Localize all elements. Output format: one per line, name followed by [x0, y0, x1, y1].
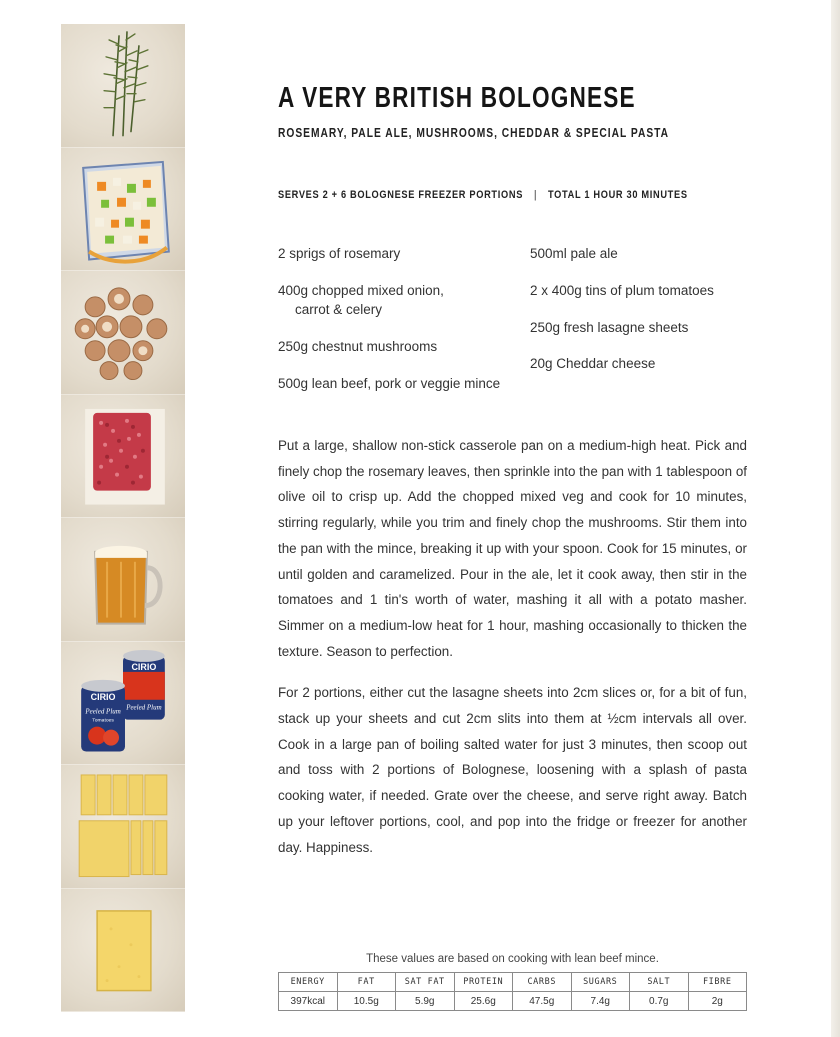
- recipe-title: A VERY BRITISH BOLOGNESE: [278, 82, 636, 114]
- serves-info: SERVES 2 + 6 BOLOGNESE FREEZER PORTIONS: [278, 189, 524, 201]
- tin-label-front: Peeled Plum: [85, 707, 121, 716]
- pale-ale-photo: [61, 518, 185, 642]
- nutrition-header: FAT: [337, 973, 396, 992]
- beer-mug-icon: [61, 518, 185, 641]
- ingredient-item: [530, 318, 688, 337]
- tin-label-back: Peeled Plum: [126, 703, 162, 712]
- mince-icon: [61, 395, 185, 518]
- recipe-subtitle: ROSEMARY, PALE ALE, MUSHROOMS, CHEDDAR & SPECIAL PASTA: [278, 126, 670, 140]
- nutrition-header: FIBRE: [688, 973, 747, 992]
- chopped-veg-bag-icon: [61, 148, 185, 271]
- tin-label-sub: Tomatoes: [92, 718, 114, 724]
- nutrition-header: CARBS: [513, 973, 572, 992]
- rosemary-icon: [61, 24, 185, 147]
- tomato-tins-icon: [61, 642, 185, 765]
- tin-brand-back: CIRIO: [131, 661, 157, 672]
- ingredient-item: [278, 281, 444, 319]
- ingredient-photo-strip: [61, 24, 185, 1012]
- ingredient-text-continued: carrot & celery: [295, 302, 383, 317]
- nutrition-header: SAT FAT: [396, 973, 455, 992]
- ingredient-text: 250g chestnut mushrooms: [278, 339, 438, 354]
- mince-photo: [61, 395, 185, 519]
- ingredient-text: 250g fresh lasagne sheets: [530, 320, 689, 335]
- cheddar-icon: [61, 889, 185, 1012]
- ingredient-item: [278, 244, 400, 263]
- recipe-meta: [278, 189, 688, 201]
- nutrition-header: SALT: [630, 973, 689, 992]
- nutrition-header-row: [279, 973, 747, 992]
- nutrition-header: PROTEIN: [454, 973, 513, 992]
- nutrition-value: 5.9g: [396, 992, 455, 1011]
- cheddar-photo: [61, 889, 185, 1013]
- ingredient-item: [530, 244, 618, 263]
- method-paragraph: Put a large, shallow non-stick casserole pan on a medium-high heat. Pick and finely chop the rosemary leaves, then sprinkle into the pan with 1 tablespoon of olive oil to crisp up. Add the chopped mixed veg and cook for 10 minutes, stirring regularly, while you trim and finely chop the mushrooms. Stir them into the pan with the mince, breaking it up with your spoon. Cook for 15 minutes, or until golden and caramelized. Pour in the ale, let it cook away, then stir in the tomatoes and 1 tin's worth of water, mashing it all with a potato masher. Simmer on a medium-low heat for 1 hour, mashing occasionally to thicken the texture. Season to perfection.: [278, 438, 747, 659]
- mushrooms-icon: [61, 271, 185, 394]
- rosemary-photo: [61, 24, 185, 148]
- ingredient-text: 2 sprigs of rosemary: [278, 246, 401, 261]
- meta-separator: |: [533, 189, 538, 201]
- chopped-veg-photo: [61, 148, 185, 272]
- method-paragraph: For 2 portions, either cut the lasagne sheets into 2cm slices or, for a bit of fun, stack up your sheets and cut 2cm slits into them at ½cm intervals all over. Cook in a large pan of boiling salted water for just 3 minutes, then scoop out and toss with 2 portions of Bolognese, loosening with a splash of pasta cooking water, if needed. Grate over the cheese, and serve right away. Batch up your leftover portions, cool, and pop into the fridge or freezer for another day. Happiness.: [278, 685, 747, 855]
- nutrition-value-row: [279, 992, 747, 1011]
- nutrition-value: 0.7g: [630, 992, 689, 1011]
- nutrition-header: SUGARS: [571, 973, 630, 992]
- nutrition-note: These values are based on cooking with lean beef mince.: [366, 953, 659, 965]
- nutrition-value: 47.5g: [513, 992, 572, 1011]
- nutrition-value: 397kcal: [279, 992, 338, 1011]
- nutrition-value: 25.6g: [454, 992, 513, 1011]
- method-section: [278, 433, 747, 876]
- tin-brand-front: CIRIO: [90, 691, 116, 702]
- ingredient-item: [278, 374, 500, 393]
- mushrooms-photo: [61, 271, 185, 395]
- nutrition-value: 2g: [688, 992, 747, 1011]
- nutrition-value: 7.4g: [571, 992, 630, 1011]
- nutrition-table: [278, 972, 747, 1011]
- total-time: TOTAL 1 HOUR 30 MINUTES: [547, 189, 688, 201]
- lasagne-sheets-photo: [61, 765, 185, 889]
- ingredient-text: 400g chopped mixed onion,: [278, 283, 444, 298]
- ingredient-text: 500ml pale ale: [530, 246, 618, 261]
- ingredient-item: [530, 281, 714, 300]
- nutrition-header: ENERGY: [279, 973, 338, 992]
- page-edge: [831, 0, 840, 1037]
- ingredient-item: [530, 354, 655, 373]
- ingredient-text: 20g Cheddar cheese: [530, 356, 656, 371]
- ingredient-text: 500g lean beef, pork or veggie mince: [278, 376, 501, 391]
- ingredient-text: 2 x 400g tins of plum tomatoes: [530, 283, 714, 298]
- ingredient-item: [278, 337, 437, 356]
- lasagne-sheets-icon: [61, 765, 185, 888]
- tomato-tins-photo: [61, 642, 185, 766]
- nutrition-value: 10.5g: [337, 992, 396, 1011]
